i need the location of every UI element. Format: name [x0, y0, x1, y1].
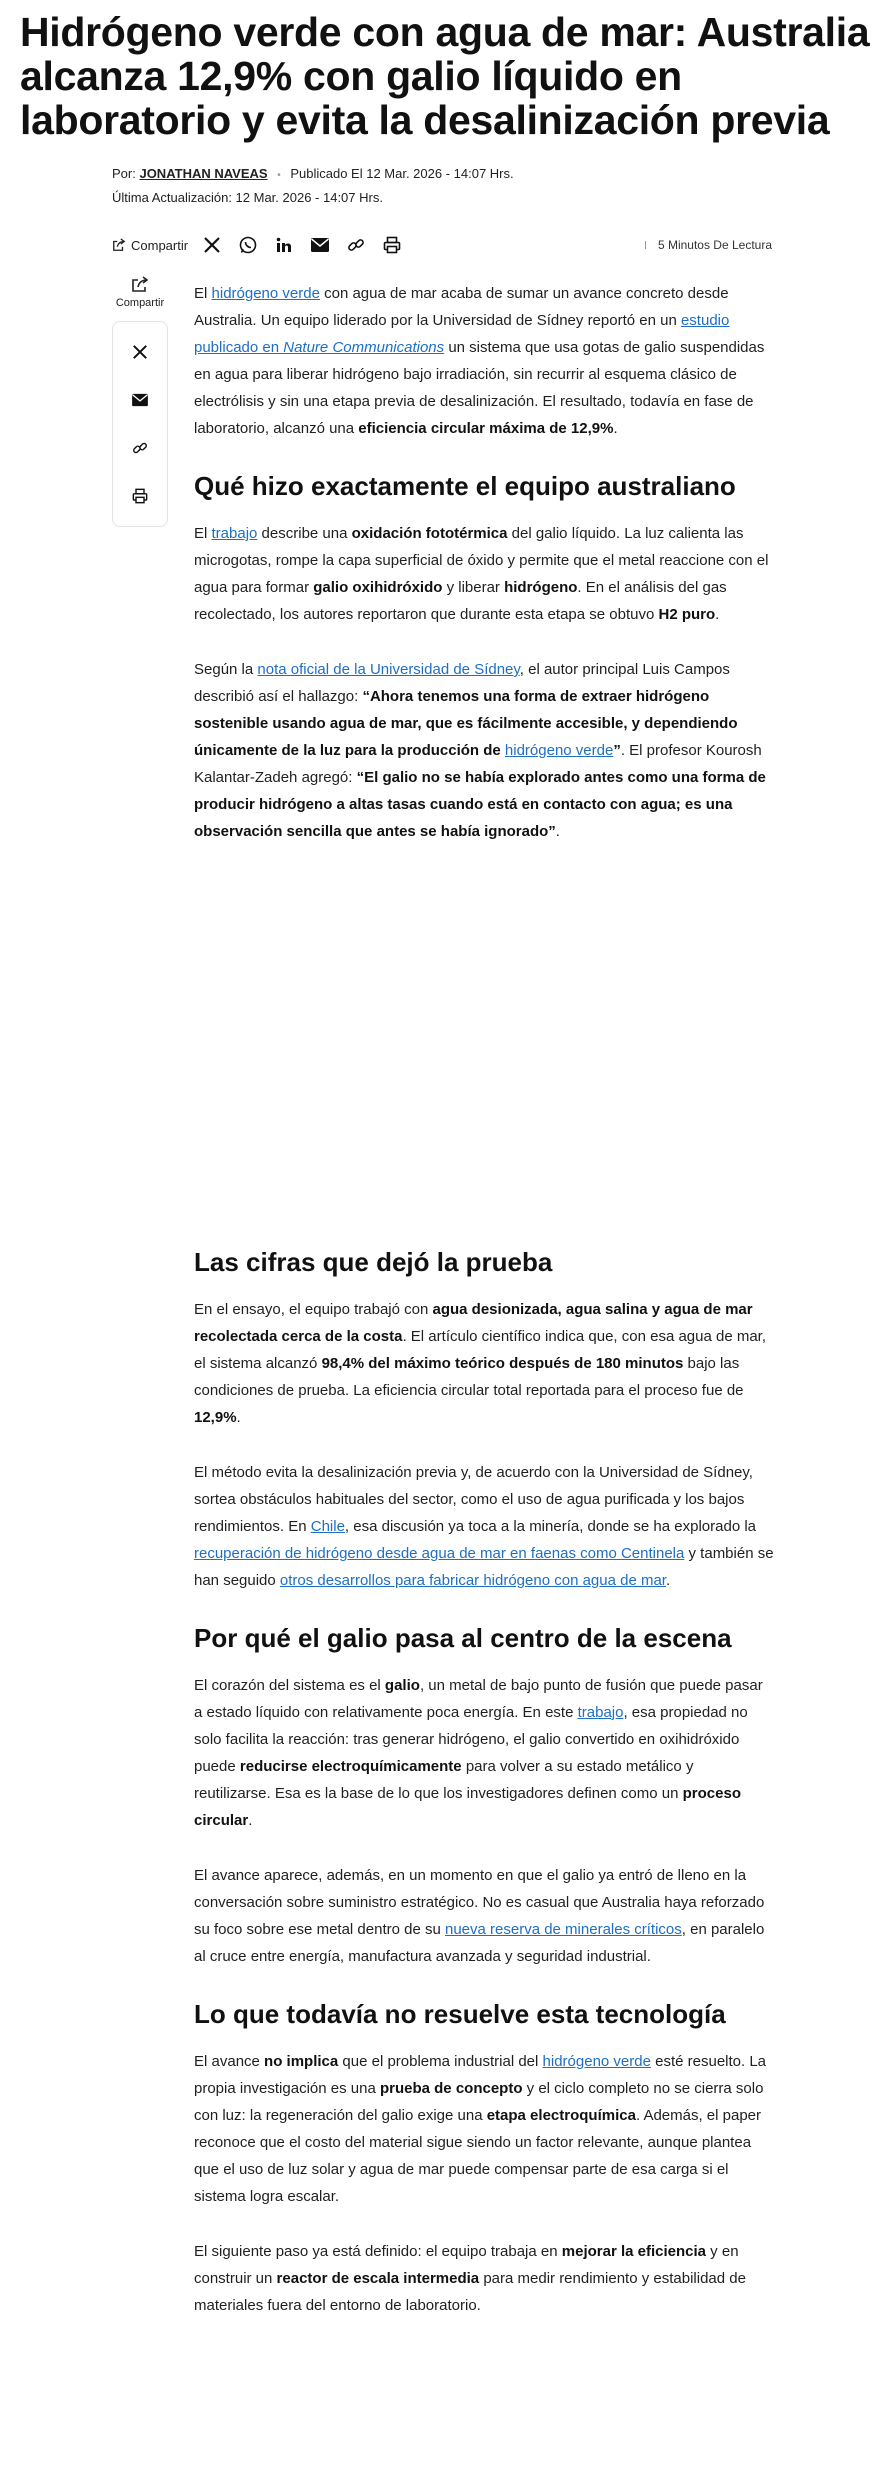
inline-link[interactable]: hidrógeno verde: [211, 285, 320, 302]
side-share-box: [112, 321, 168, 527]
paragraph-quotes: Según la nota oficial de la Universidad de Sídney, el autor principal Luis Campos describió así el hallazgo: “Ahora tenemos una forma de extraer hidrógeno sostenible usando agua de mar, que es fácilmente accesible, y dependiendo únicamente de la luz para la producción de hidrógeno verde”. El profesor Kourosh Kalantar-Zadeh agregó: “El galio no se había explorado antes como una forma de producir hidrógeno a altas tasas cuando está en contacto con agua; es una observación sencilla que antes se había ignorado”.: [194, 661, 766, 840]
paragraph: El método evita la desalinización previa y, de acuerdo con la Universidad de Sídney, sortea obstáculos habituales del sector, como el uso de agua purificada y los bajos rendimientos. En Chile, esa discusión ya toca a la minería, donde se ha explorado la recuperación de hidrógeno desde agua de mar en faenas como Centinela y también se han seguido otros desarrollos para fabricar hidrógeno con agua de mar.: [194, 1464, 774, 1589]
inline-link[interactable]: Chile: [310, 1518, 345, 1535]
inline-link[interactable]: recuperación de hidrógeno desde agua de mar en faenas como Centinela: [194, 1545, 685, 1562]
side-email-share-button[interactable]: [126, 386, 154, 414]
section-heading: Qué hizo exactamente el equipo australiano: [194, 471, 736, 501]
inline-link[interactable]: trabajo: [577, 1704, 624, 1721]
x-share-button[interactable]: [198, 231, 226, 259]
read-time-label: 5 Minutos De Lectura: [657, 238, 772, 252]
section-heading: Lo que todavía no resuelve esta tecnología: [194, 1999, 726, 2029]
email-icon: [131, 393, 149, 407]
paragraph: El trabajo describe una oxidación fototérmica del galio líquido. La luz calienta las microgotas, rompe la capa superficial de óxido y permite que el metal reaccione con el agua para formar galio oxihidróxido y liberar hidrógeno. En el análisis del gas recolectado, los autores reportaron que durante esta etapa se obtuvo H2 puro.: [194, 525, 769, 623]
section-heading: Las cifras que dejó la prueba: [194, 1247, 553, 1277]
side-share-label: Compartir: [115, 297, 165, 309]
link-icon: [132, 440, 148, 456]
share-icon: [131, 276, 149, 292]
by-label: Por:: [112, 166, 136, 181]
print-icon: [132, 488, 148, 504]
ad-placeholder: [194, 873, 774, 1244]
share-icon: [112, 238, 126, 252]
x-icon: [203, 236, 221, 254]
print-button[interactable]: [378, 231, 406, 259]
paragraph: En el ensayo, el equipo trabajó con agua desionizada, agua salina y agua de mar recolectada cerca de la costa. El artículo científico indica que, con esa agua de mar, el sistema alcanzó 98,4% del máximo teórico después de 180 minutos bajo las condiciones de prueba. La eficiencia circular total reportada para el proceso fue de 12,9%.: [194, 1301, 767, 1426]
published-date: Publicado El 12 Mar. 2026 - 14:07 Hrs.: [290, 166, 514, 181]
share-toolbar: [112, 230, 772, 260]
link-icon: [347, 236, 365, 254]
inline-link[interactable]: trabajo: [211, 525, 258, 542]
whatsapp-share-button[interactable]: [234, 231, 262, 259]
meta-separator: •: [277, 170, 281, 181]
byline: [112, 164, 514, 186]
inline-link[interactable]: otros desarrollos para fabricar hidrógeno con agua de mar: [279, 1572, 666, 1589]
author-link[interactable]: JONATHAN NAVEAS: [139, 166, 268, 181]
x-icon: [132, 344, 148, 360]
share-button[interactable]: [112, 238, 188, 253]
paragraph: El corazón del sistema es el galio, un metal de bajo punto de fusión que puede pasar a estado líquido con relativamente poca energía. En este trabajo, esa propiedad no solo facilita la reacción: tras generar hidrógeno, el galio convertido en oxihidróxido puede reducirse electroquímicamente para volver a su estado metálico y reutilizarse. Esa es la base de lo que los investigadores definen como un proceso circular.: [194, 1677, 763, 1829]
side-share-button[interactable]: [112, 276, 168, 309]
paragraph: El avance no implica que el problema industrial del hidrógeno verde esté resuelto. La propia investigación es una prueba de concepto y el ciclo completo no se cierra solo con luz: la regeneración del galio exige una etapa electroquímica. Además, el paper reconoce que el costo del material sigue siendo un factor relevante, aunque plantea que el uso de luz solar y agua de mar puede compensar parte de esa carga si el sistema logra escalar.: [194, 2053, 767, 2205]
inline-link[interactable]: nota oficial de la Universidad de Sídney: [257, 661, 520, 678]
side-x-share-button[interactable]: [126, 338, 154, 366]
email-icon: [310, 237, 330, 253]
study-link[interactable]: estudio publicado en Nature Communications: [194, 312, 730, 356]
inline-link[interactable]: hidrógeno verde: [504, 742, 614, 759]
side-share-panel: [112, 276, 168, 527]
article-body: [194, 280, 774, 2347]
article-headline: Hidrógeno verde con agua de mar: Australia alcanza 12,9% con galio líquido en laboratorio y evita la desalinización previa: [20, 9, 870, 143]
linkedin-icon: [275, 236, 293, 254]
paragraph: El avance aparece, además, en un momento en que el galio ya entró de lleno en la conversación sobre suministro estratégico. No es casual que Australia haya reforzado su foco sobre ese metal dentro de su nueva reserva de minerales críticos, en paralelo al cruce entre energía, manufactura avanzada y seguridad industrial.: [194, 1867, 765, 1965]
paragraph-intro: El hidrógeno verde con agua de mar acaba de sumar un avance concreto desde Australia. Un equipo liderado por la Universidad de Sídney reportó en un estudio publicado en Nature Communications un sistema que usa gotas de galio suspendidas en agua para liberar hidrógeno bajo irradiación, sin recurrir al esquema clásico de electrólisis y sin una etapa previa de desalinización. El resultado, todavía en fase de laboratorio, alcanzó una eficiencia circular máxima de 12,9%.: [194, 285, 765, 437]
inline-link[interactable]: hidrógeno verde: [542, 2053, 651, 2070]
section-heading: Por qué el galio pasa al centro de la escena: [194, 1623, 732, 1653]
updated-date: Última Actualización: 12 Mar. 2026 - 14:07 Hrs.: [112, 190, 383, 205]
copy-link-button[interactable]: [342, 231, 370, 259]
paragraph: El siguiente paso ya está definido: el equipo trabaja en mejorar la eficiencia y en construir un reactor de escala intermedia para medir rendimiento y estabilidad de materiales fuera del entorno de laboratorio.: [194, 2243, 746, 2314]
linkedin-share-button[interactable]: [270, 231, 298, 259]
read-time: [645, 238, 772, 252]
whatsapp-icon: [238, 235, 258, 255]
side-print-button[interactable]: [126, 482, 154, 510]
email-share-button[interactable]: [306, 231, 334, 259]
share-label: Compartir: [131, 237, 189, 253]
side-copy-link-button[interactable]: [126, 434, 154, 462]
print-icon: [383, 236, 401, 254]
read-time-divider: [645, 241, 646, 249]
inline-link[interactable]: nueva reserva de minerales críticos: [444, 1921, 682, 1938]
